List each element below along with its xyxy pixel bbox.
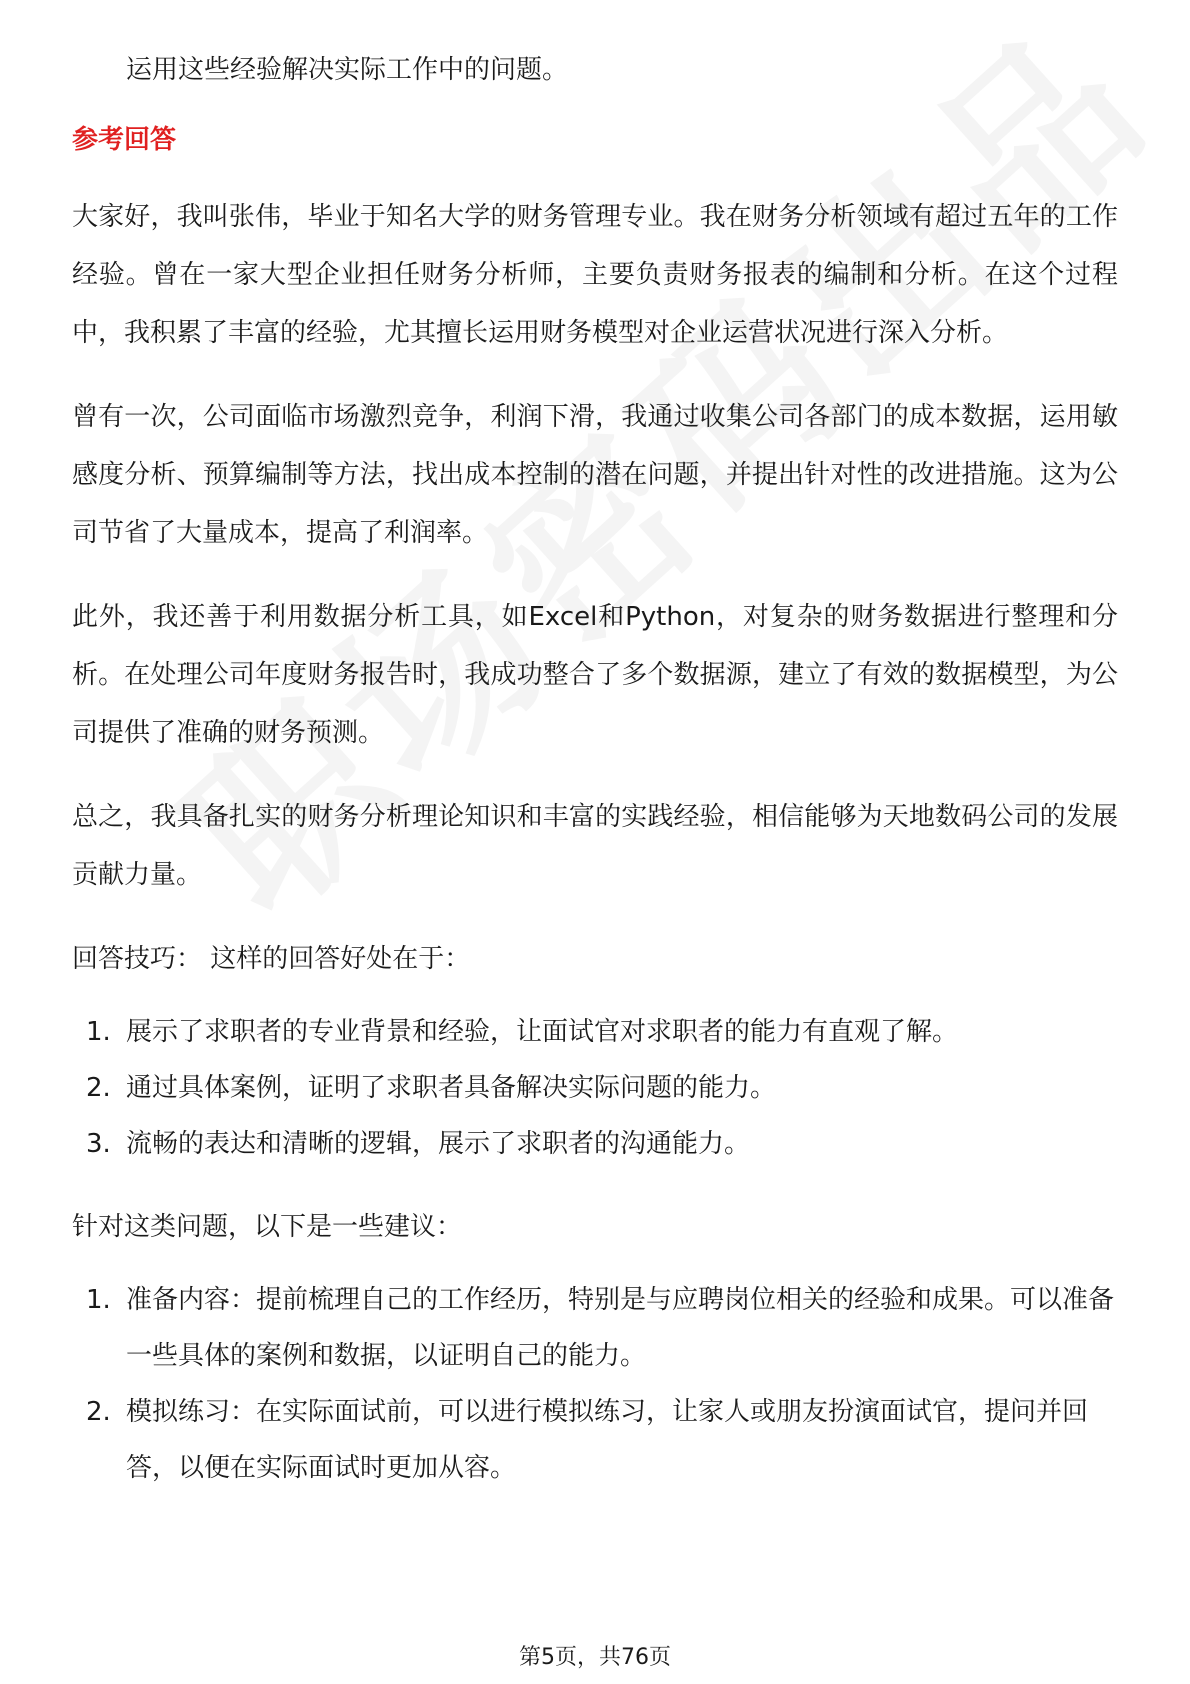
tips-intro: 回答技巧： 这样的回答好处在于： — [72, 944, 471, 974]
list-number: 2. — [86, 1073, 111, 1103]
list-item — [72, 1272, 1118, 1384]
list-item — [72, 1384, 1118, 1496]
list-item — [72, 1060, 1118, 1116]
answer-paragraph-4: 总之，我具备扎实的财务分析理论知识和丰富的实践经验，相信能够为天地数码公司的发展贡献力量。 — [72, 802, 1118, 890]
answer-paragraph-1: 大家好，我叫张伟，毕业于知名大学的财务管理专业。我在财务分析领域有超过五年的工作经验。曾在一家大型企业担任财务分析师，主要负责财务报表的编制和分析。在这个过程中，我积累了丰富的经验，尤其擅长运用财务模型对企业运营状况进行深入分析。 — [72, 202, 1118, 348]
advice-intro: 针对这类问题，以下是一些建议： — [72, 1212, 463, 1242]
continuation-line: 运用这些经验解决实际工作中的问题。 — [126, 55, 569, 85]
advice-list — [72, 1272, 1118, 1496]
page-footer: 第5页，共76页 — [519, 1645, 671, 1670]
answer-paragraph-3: 此外，我还善于利用数据分析工具，如Excel和Python，对复杂的财务数据进行整理和分析。在处理公司年度财务报告时，我成功整合了多个数据源，建立了有效的数据模型，为公司提供了准确的财务预测。 — [72, 602, 1118, 748]
list-text: 准备内容：提前梳理自己的工作经历，特别是与应聘岗位相关的经验和成果。可以准备一些具体的案例和数据，以证明自己的能力。 — [126, 1285, 1115, 1371]
list-number: 3. — [86, 1129, 111, 1159]
tips-list — [72, 1004, 1118, 1172]
list-item — [72, 1116, 1118, 1172]
list-item — [72, 1004, 1118, 1060]
list-number: 1. — [86, 1285, 111, 1315]
section-heading: 参考回答 — [72, 125, 177, 155]
list-text: 通过具体案例，证明了求职者具备解决实际问题的能力。 — [126, 1073, 777, 1103]
list-text: 流畅的表达和清晰的逻辑，展示了求职者的沟通能力。 — [126, 1129, 751, 1159]
page-content — [72, 40, 1118, 1522]
list-text: 模拟练习：在实际面试前，可以进行模拟练习，让家人或朋友扮演面试官，提问并回答，以便在实际面试时更加从容。 — [126, 1397, 1089, 1483]
list-number: 1. — [86, 1017, 111, 1047]
list-text: 展示了求职者的专业背景和经验，让面试官对求职者的能力有直观了解。 — [126, 1017, 959, 1047]
list-number: 2. — [86, 1397, 111, 1427]
answer-paragraph-2: 曾有一次，公司面临市场激烈竞争，利润下滑，我通过收集公司各部门的成本数据，运用敏感度分析、预算编制等方法，找出成本控制的潜在问题，并提出针对性的改进措施。这为公司节省了大量成本，提高了利润率。 — [72, 402, 1118, 548]
